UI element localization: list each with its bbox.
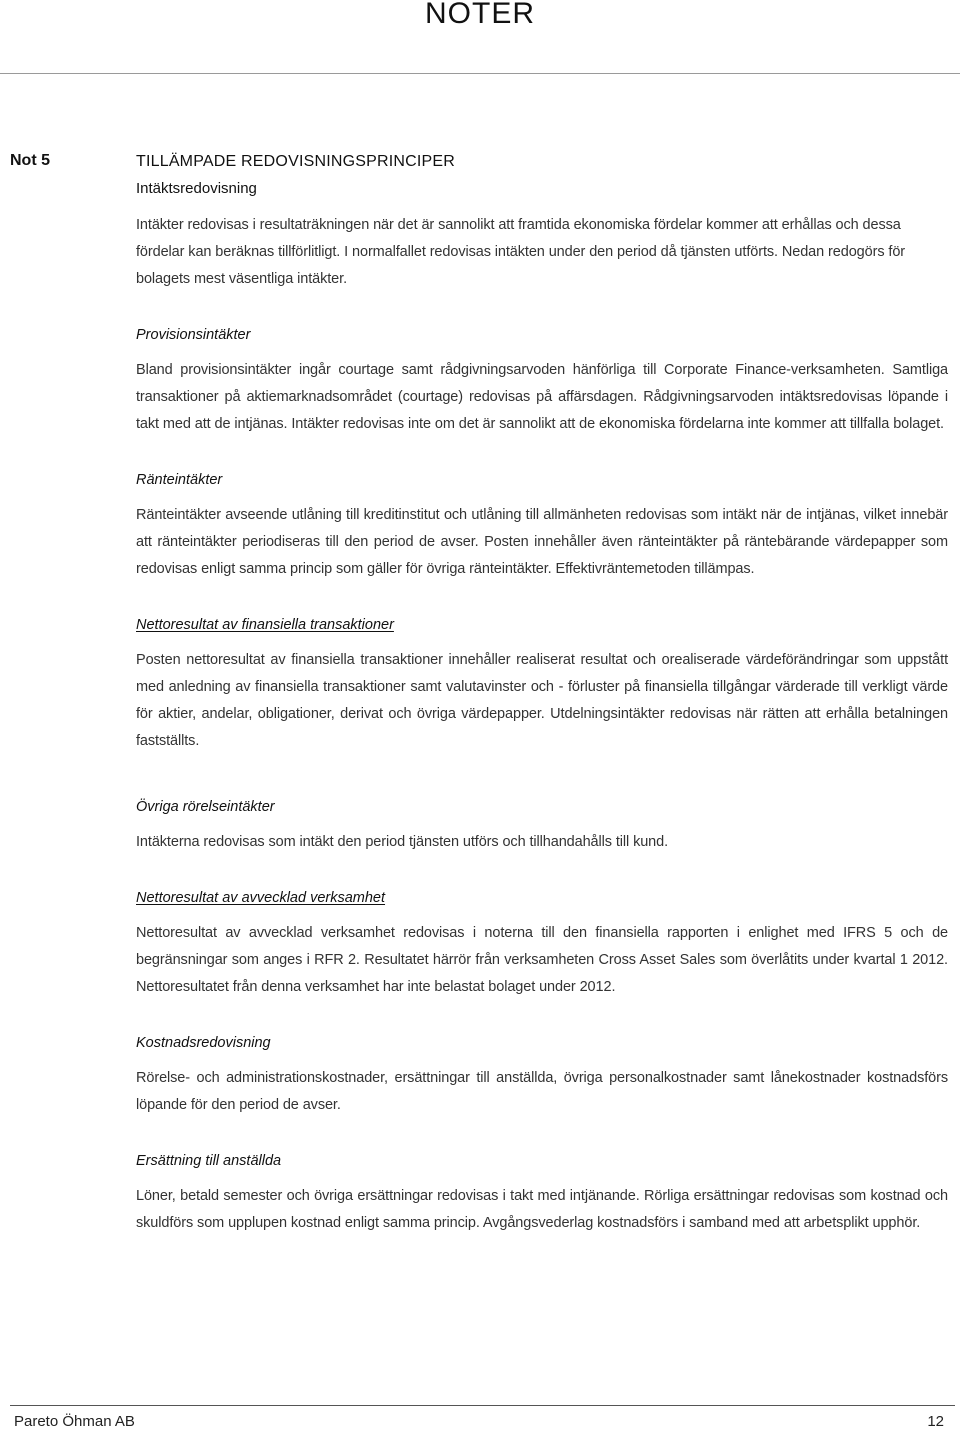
section-text: Ränteintäkter avseende utlåning till kreditinstitut och utlåning till allmänheten redovisas som intäkt när de intjänas, vilket innebär att ränteintäkter periodiseras till den period de avser. Posten innehåller även ränteintäkter på räntebärande värdepapper som redovisas enligt samma princip som gäller för övriga ränteintäkter. Effektivräntemetoden tillämpas.: [136, 507, 948, 577]
page-title: NOTER: [425, 0, 535, 30]
section-text: Löner, betald semester och övriga ersättningar redovisas i takt med intjänande. Rörliga ersättningar redovisas som kostnad och skuldförs som upplupen kostnad enligt samma princip. Avgångsvederlag kostnadsförs i samband med att arbetsplikt upphör.: [136, 1188, 948, 1231]
note-subtitle: Intäktsredovisning: [136, 180, 257, 197]
section-heading: Nettoresultat av avvecklad verksamhet: [136, 890, 386, 906]
section-heading: Övriga rörelseintäkter: [136, 799, 275, 815]
section-heading: Ersättning till anställda: [136, 1153, 282, 1169]
section-text: Rörelse- och administrationskostnader, ersättningar till anställda, övriga personalkostnader samt lånekostnader kostnadsförs löpande för den period de avser.: [136, 1070, 948, 1113]
section-ranteintakter: [136, 470, 948, 583]
section-kostnadsredovisning: [136, 1033, 948, 1119]
section-heading: Ränteintäkter: [136, 472, 223, 488]
note-title: TILLÄMPADE REDOVISNINGSPRINCIPER: [136, 153, 456, 170]
footer-company: Pareto Öhman AB: [14, 1413, 135, 1430]
page-header: [0, 0, 960, 28]
section-text: Nettoresultat av avvecklad verksamhet redovisas i noterna till den finansiella rapporten i enlighet med IFRS 5 och de begränsningar som anges i RFR 2. Resultatet härrör från verksamheten Cross Asset Sales som överlåtits under kvartal 1 2012. Nettoresultatet från denna verksamhet har inte belastat bolaget under 2012.: [136, 925, 948, 995]
section-heading: Provisionsintäkter: [136, 327, 251, 343]
lead-paragraph: Intäkter redovisas i resultaträkningen när det är sannolikt att framtida ekonomiska fördelar kommer att erhållas och dessa fördelar kan beräknas tillförlitligt. I normalfallet redovisas intäkten under den period då tjänsten utförts. Nedan redogörs för bolagets mest väsentliga intäkter.: [136, 217, 906, 287]
header-divider: [0, 73, 960, 74]
note-content: [136, 152, 948, 1237]
section-nettoresultat-finansiella: [136, 615, 948, 755]
footer-divider: [10, 1405, 955, 1406]
section-text: Bland provisionsintäkter ingår courtage samt rådgivningsarvoden hänförliga till Corporate Finance-verksamheten. Samtliga transaktioner på aktiemarknadsområdet (courtage) redovisas på affärsdagen. Rådgivningsarvoden intäktsredovisas löpande i takt med att de intjänas. Intäkter redovisas inte om det är sannolikt att de ekonomiska fördelarna inte kommer att tillfalla bolaget.: [136, 362, 948, 432]
footer-page-number: 12: [927, 1413, 944, 1430]
section-heading: Kostnadsredovisning: [136, 1035, 271, 1051]
section-provisionsintakter: [136, 325, 948, 438]
section-text: Intäkterna redovisas som intäkt den period tjänsten utförs och tillhandahålls till kund.: [136, 834, 669, 850]
section-heading: Nettoresultat av finansiella transaktioner: [136, 617, 394, 633]
section-ovriga-rorelseintakter: [136, 797, 948, 856]
note-number: Not 5: [10, 152, 50, 169]
section-text: Posten nettoresultat av finansiella transaktioner innehåller realiserat resultat och orealiserade värdeförändringar som uppstått med anledning av finansiella transaktioner samt valutavinster och - förluster på finansiella tillgångar värderade till verkligt värde för aktier, andelar, obligationer, derivat och övriga värdepapper. Utdelningsintäkter redovisas när rätten att erhålla betalningen fastställts.: [136, 652, 948, 749]
section-avvecklad-verksamhet: [136, 888, 948, 1001]
section-ersattning-anstallda: [136, 1151, 948, 1237]
